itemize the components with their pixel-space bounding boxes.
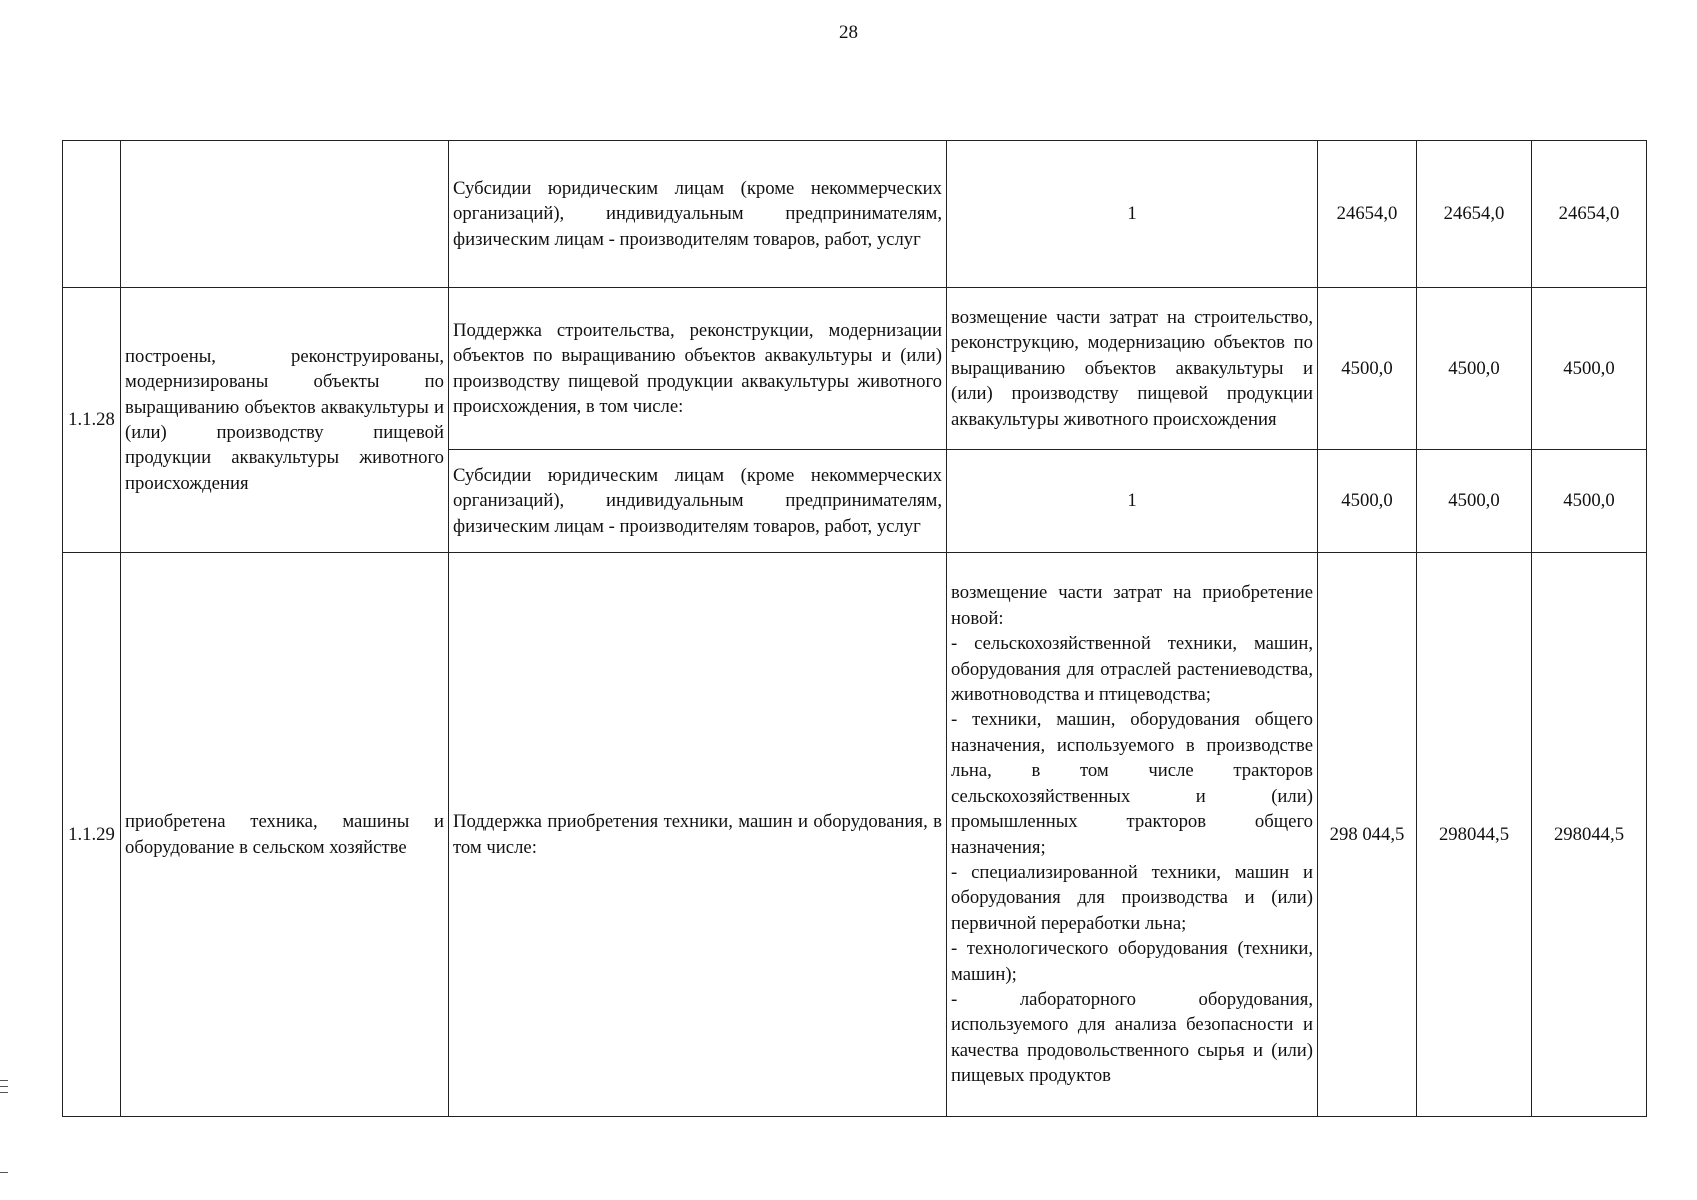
event-cell: Субсидии юридическим лицам (кроме некоммерческих организаций), индивидуальным предпринимателям, физическим лицам - производителям товаров, работ, услуг (449, 141, 947, 288)
value-cell-2: 24654,0 (1417, 141, 1532, 288)
value-cell-3: 4500,0 (1532, 288, 1647, 450)
scan-edge-mark (0, 1086, 8, 1087)
table-row (63, 553, 1647, 1117)
row-number-cell (63, 141, 121, 288)
value-cell-2: 298044,5 (1417, 553, 1532, 1117)
value-cell-3: 4500,0 (1532, 450, 1647, 553)
direction-cell: возмещение части затрат на строительство, реконструкцию, модернизацию объектов по выращиванию объектов аквакультуры и (или) производству пищевой продукции аквакультуры животного происхождения (947, 288, 1318, 450)
result-cell (121, 141, 449, 288)
direction-cell (947, 553, 1318, 1117)
direction-cell: 1 (947, 450, 1318, 553)
result-cell: приобретена техника, машины и оборудование в сельском хозяйстве (121, 553, 449, 1117)
event-cell: Поддержка строительства, реконструкции, модернизации объектов по выращиванию объектов аквакультуры и (или) производству пищевой продукции аквакультуры животного происхождения, в том числе: (449, 288, 947, 450)
value-cell-2: 4500,0 (1417, 288, 1532, 450)
scan-edge-mark (0, 1080, 8, 1081)
direction-item: - лабораторного оборудования, используемого для анализа безопасности и качества продовольственного сырья и (или) пищевых продуктов (951, 988, 1313, 1087)
row-number-cell: 1.1.28 (63, 288, 121, 553)
row-number-cell: 1.1.29 (63, 553, 121, 1117)
result-cell: построены, реконструированы, модернизированы объекты по выращиванию объектов аквакультуры и (или) производству пищевой продукции аквакультуры животного происхождения (121, 288, 449, 553)
value-cell-3: 24654,0 (1532, 141, 1647, 288)
direction-item: - техники, машин, оборудования общего назначения, используемого в производстве льна, в том числе тракторов сельскохозяйственных и (или) промышленных тракторов общего назначения; (951, 709, 1313, 858)
table-row (63, 288, 1647, 450)
event-cell: Субсидии юридическим лицам (кроме некоммерческих организаций), индивидуальным предпринимателям, физическим лицам - производителям товаров, работ, услуг (449, 450, 947, 553)
direction-cell: 1 (947, 141, 1318, 288)
direction-intro: возмещение части затрат на приобретение новой: (951, 582, 1313, 629)
scan-edge-mark (0, 1092, 8, 1093)
value-cell-1: 298 044,5 (1318, 553, 1417, 1117)
direction-item: - технологического оборудования (техники, машин); (951, 938, 1313, 985)
value-cell-2: 4500,0 (1417, 450, 1532, 553)
value-cell-1: 24654,0 (1318, 141, 1417, 288)
value-cell-1: 4500,0 (1318, 288, 1417, 450)
page-number: 28 (839, 22, 858, 43)
measures-table (62, 140, 1647, 1117)
direction-item: - специализированной техники, машин и оборудования для производства и (или) первичной переработки льна; (951, 861, 1313, 934)
direction-item: - сельскохозяйственной техники, машин, оборудования для отраслей растениеводства, животноводства и птицеводства; (951, 633, 1313, 706)
value-cell-3: 298044,5 (1532, 553, 1647, 1117)
table-row (63, 141, 1647, 288)
value-cell-1: 4500,0 (1318, 450, 1417, 553)
event-cell: Поддержка приобретения техники, машин и оборудования, в том числе: (449, 553, 947, 1117)
scan-edge-mark (0, 1172, 8, 1173)
